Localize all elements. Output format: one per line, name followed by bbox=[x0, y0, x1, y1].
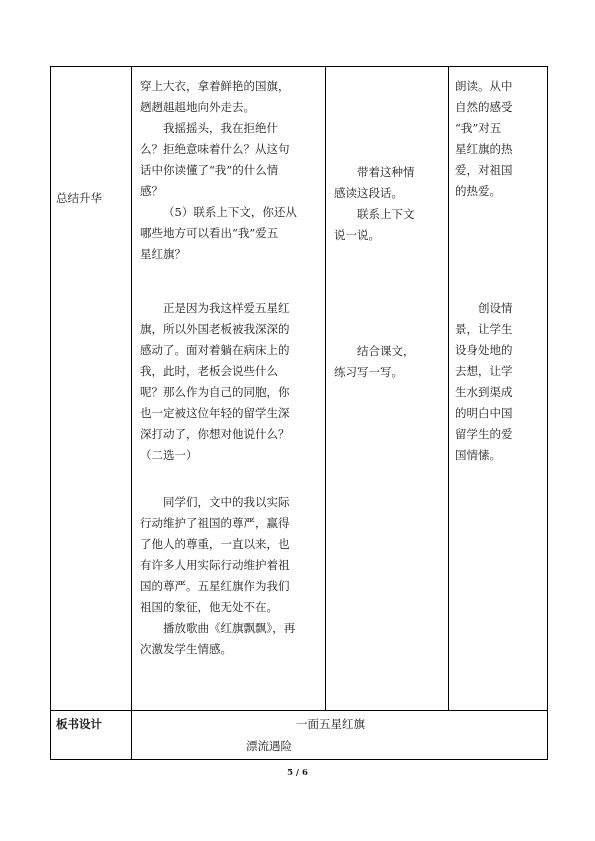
table-top-border bbox=[50, 66, 548, 67]
content-line: 同学们，文中的我以实际 bbox=[163, 495, 290, 509]
column-divider-2 bbox=[325, 66, 326, 710]
content-line: 哪些地方可以看出“我”爱五 bbox=[140, 226, 279, 240]
board-design-subtitle: 漂流遇险 bbox=[246, 739, 292, 753]
content-line: 国的尊严。五星红旗作为我们 bbox=[140, 579, 290, 593]
content-line: 呢？那么作为自己的同胞，你 bbox=[140, 385, 290, 399]
row-label-summary: 总结升华 bbox=[56, 191, 102, 205]
content-line: （5）联系上下文，你还从 bbox=[163, 205, 297, 219]
teaching-content-block-1 bbox=[140, 76, 322, 265]
intent-line: 国情愫。 bbox=[455, 448, 501, 462]
content-line: 星红旗？ bbox=[140, 247, 186, 261]
content-line: 感？ bbox=[140, 184, 163, 198]
activity-line: 结合课文， bbox=[357, 344, 415, 358]
content-line: 有许多人用实际行动维护着祖 bbox=[140, 558, 290, 572]
content-line: 感动了。面对着躺在病床上的 bbox=[140, 343, 290, 357]
intent-line: “我”对五 bbox=[455, 121, 502, 135]
content-line: 旗，所以外国老板被我深深的 bbox=[140, 322, 290, 336]
column-divider-1 bbox=[131, 66, 132, 760]
intent-line: 留学生的爱 bbox=[455, 427, 513, 441]
intent-line: 去想，让学 bbox=[455, 364, 513, 378]
board-design-title: 一面五星红旗 bbox=[296, 717, 365, 731]
table-left-border bbox=[50, 66, 51, 760]
content-line: 穿上大衣，拿着鲜艳的国旗， bbox=[140, 79, 290, 93]
activity-line: 感读这段话。 bbox=[334, 186, 403, 200]
content-line: 我摇摇头，我在拒绝什 bbox=[163, 121, 278, 135]
intent-line: 的明白中国 bbox=[455, 406, 513, 420]
table-bottom-border bbox=[50, 759, 548, 760]
content-line: 正是因为我这样爱五星红 bbox=[163, 301, 290, 315]
content-line: 深打动了，你想对他说什么？ bbox=[140, 427, 290, 441]
student-activity-block-1 bbox=[334, 162, 444, 246]
intent-line: 自然的感受 bbox=[455, 100, 513, 114]
table-right-border bbox=[547, 66, 548, 760]
student-activity-block-2 bbox=[334, 341, 444, 383]
column-divider-3 bbox=[448, 66, 449, 710]
content-line: 也一定被这位年轻的留学生深 bbox=[140, 406, 290, 420]
activity-line: 练习写一写。 bbox=[334, 365, 403, 379]
intent-line: 景，让学生 bbox=[455, 322, 513, 336]
content-line: 了他人的尊重，一直以来，也 bbox=[140, 537, 290, 551]
intent-line: 爱，对祖国 bbox=[455, 163, 513, 177]
table-row-divider bbox=[50, 710, 548, 711]
content-line: 次激发学生情感。 bbox=[140, 642, 232, 656]
activity-line: 带着这种情 bbox=[357, 165, 415, 179]
content-line: 趔趔趄趄地向外走去。 bbox=[140, 100, 255, 114]
content-line: 我，此时，老板会说些什么 bbox=[140, 364, 278, 378]
content-line: 么？拒绝意味着什么？从这句 bbox=[140, 142, 290, 156]
activity-line: 联系上下文 bbox=[357, 207, 415, 221]
content-line: （二选一） bbox=[140, 448, 198, 462]
row-label-board-design: 板书设计 bbox=[56, 717, 102, 731]
content-line: 祖国的象征，他无处不在。 bbox=[140, 600, 278, 614]
content-line: 行动维护了祖国的尊严，赢得 bbox=[140, 516, 290, 530]
intent-line: 设身处地的 bbox=[455, 343, 513, 357]
activity-line: 说一说。 bbox=[334, 228, 380, 242]
intent-line: 生水到渠成 bbox=[455, 385, 513, 399]
intent-line: 星红旗的热 bbox=[455, 142, 513, 156]
content-line: 话中你读懂了“我”的什么情 bbox=[140, 163, 279, 177]
page-number: 5 / 6 bbox=[287, 768, 308, 778]
teaching-content-block-2 bbox=[140, 298, 322, 466]
intent-line: 的热爱。 bbox=[455, 184, 501, 198]
design-intent-block-2 bbox=[455, 298, 545, 466]
intent-line: 创设情 bbox=[478, 301, 513, 315]
design-intent-block-1 bbox=[455, 76, 545, 202]
content-line: 播放歌曲《红旗飘飘》，再 bbox=[163, 621, 296, 635]
intent-line: 朗读。从中 bbox=[455, 79, 513, 93]
teaching-content-block-3 bbox=[140, 492, 322, 660]
